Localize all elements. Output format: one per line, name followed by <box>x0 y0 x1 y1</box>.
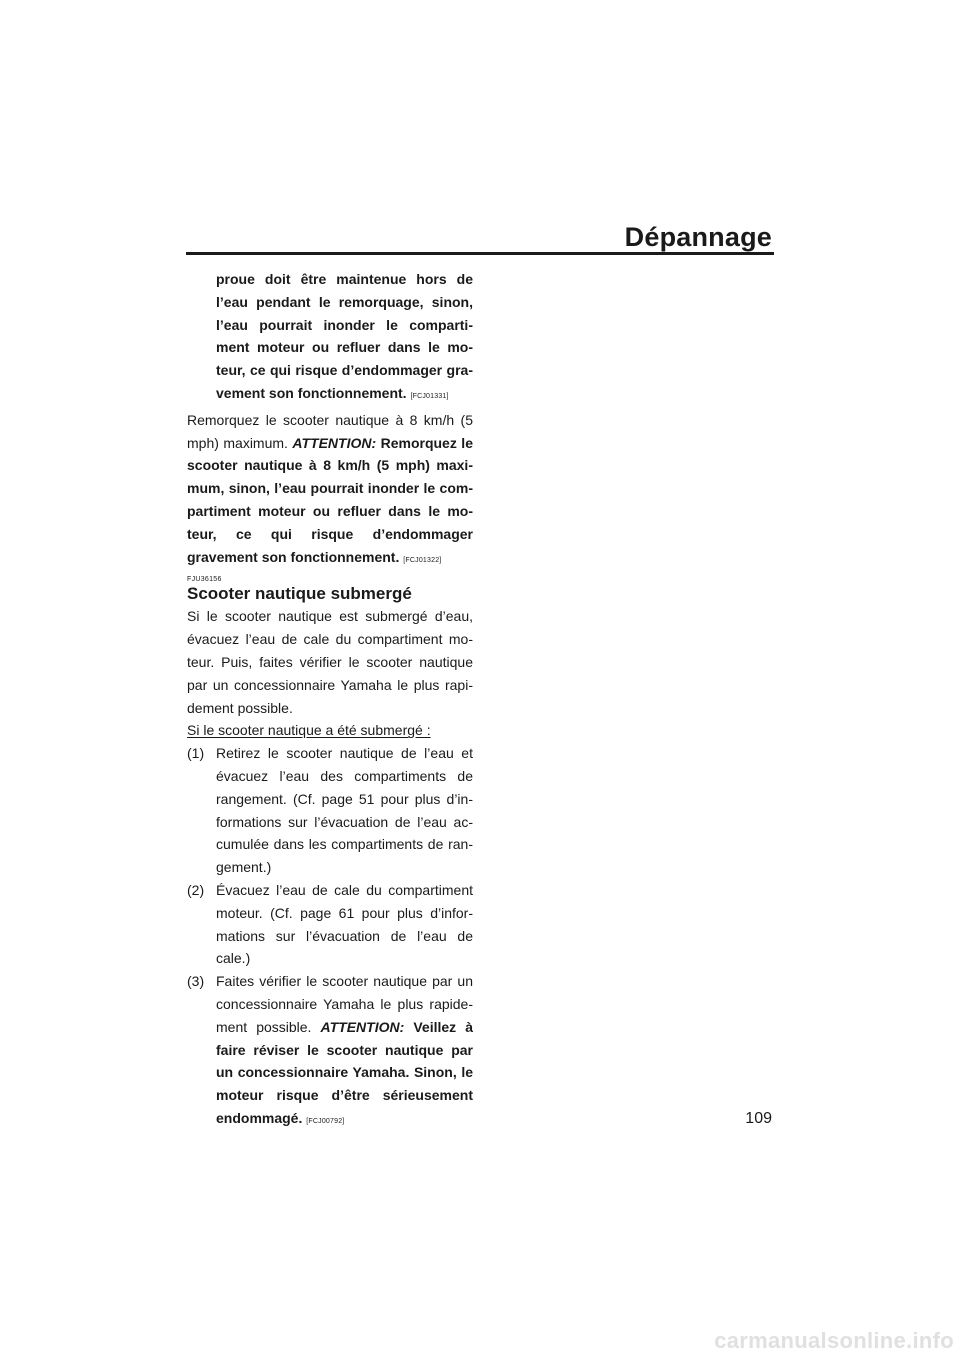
title-divider <box>186 252 774 255</box>
subheading: Si le scooter nautique a été submergé : <box>187 722 431 739</box>
step-text: Faites vérifier le scooter nautique par un concessionnaire Yamaha le plus rapide-ment possible. <box>216 973 473 1035</box>
step-item <box>187 970 473 1134</box>
main-column <box>187 268 473 1134</box>
step-body <box>216 970 473 1134</box>
tow-attention-label: ATTENTION: <box>292 434 377 451</box>
step-text: Évacuez l’eau de cale du compartiment moteur. (Cf. page 61 pour plus d’infor-mations sur l’évacuation de l’eau de cale.) <box>216 881 473 967</box>
page-title: Dépannage <box>624 222 772 252</box>
step-attention-text: Veillez à faire réviser le scooter nautique par un concessionnaire Yamaha. Sinon, le moteur risque d’être sérieusement endommagé. <box>216 1018 474 1126</box>
page-number: 109 <box>745 1110 772 1127</box>
warning-continuation <box>187 268 473 409</box>
tow-attention-text: Remorquez le scooter nautique à 8 km/h (5 mph) maxi-mum, sinon, l’eau pourrait inonder le com-partiment moteur ou refluer dans le mo-teur, ce qui risque d’endommager gravement son fonctionnement. <box>187 434 473 565</box>
step-code: [FCJ00792] <box>306 1117 345 1125</box>
step-number: (3) <box>187 973 205 990</box>
section-intro: Si le scooter nautique est submergé d’eau, évacuez l’eau de cale du compartiment mo-teur. Puis, faites vérifier le scooter nautique par un concessionnaire Yamaha le plus rapi-dement possible. <box>187 608 473 716</box>
step-number: (2) <box>187 881 205 898</box>
tow-code: [FCJ01322] <box>403 556 442 564</box>
section-heading: Scooter nautique submergé <box>187 584 412 604</box>
step-item <box>187 742 473 879</box>
tow-paragraph <box>187 409 473 573</box>
step-number: (1) <box>187 745 205 762</box>
section-code: FJU36156 <box>187 576 222 584</box>
watermark: carmanualsonline.info <box>714 1328 954 1353</box>
warning-code: [FCJ01331] <box>410 392 449 400</box>
step-attention-label: ATTENTION: <box>320 1018 405 1035</box>
step-item <box>187 879 473 970</box>
step-text: Retirez le scooter nautique de l’eau et évacuez l’eau des compartiments de rangement. (Cf. page 51 pour plus d’in-formations sur l’évacuation de l’eau ac-cumulée dans les compartiments de ran-gement.) <box>216 745 473 876</box>
tow-text: Remorquez le scooter nautique à 8 km/h (5 mph) maximum. <box>187 411 473 451</box>
warning-continuation-text: proue doit être maintenue hors de l’eau pendant le remorquage, sinon, l’eau pourrait inonder le comparti-ment moteur ou refluer dans le mo-teur, ce qui risque d’endommager gra-vement son fonctionnement. <box>216 271 473 401</box>
